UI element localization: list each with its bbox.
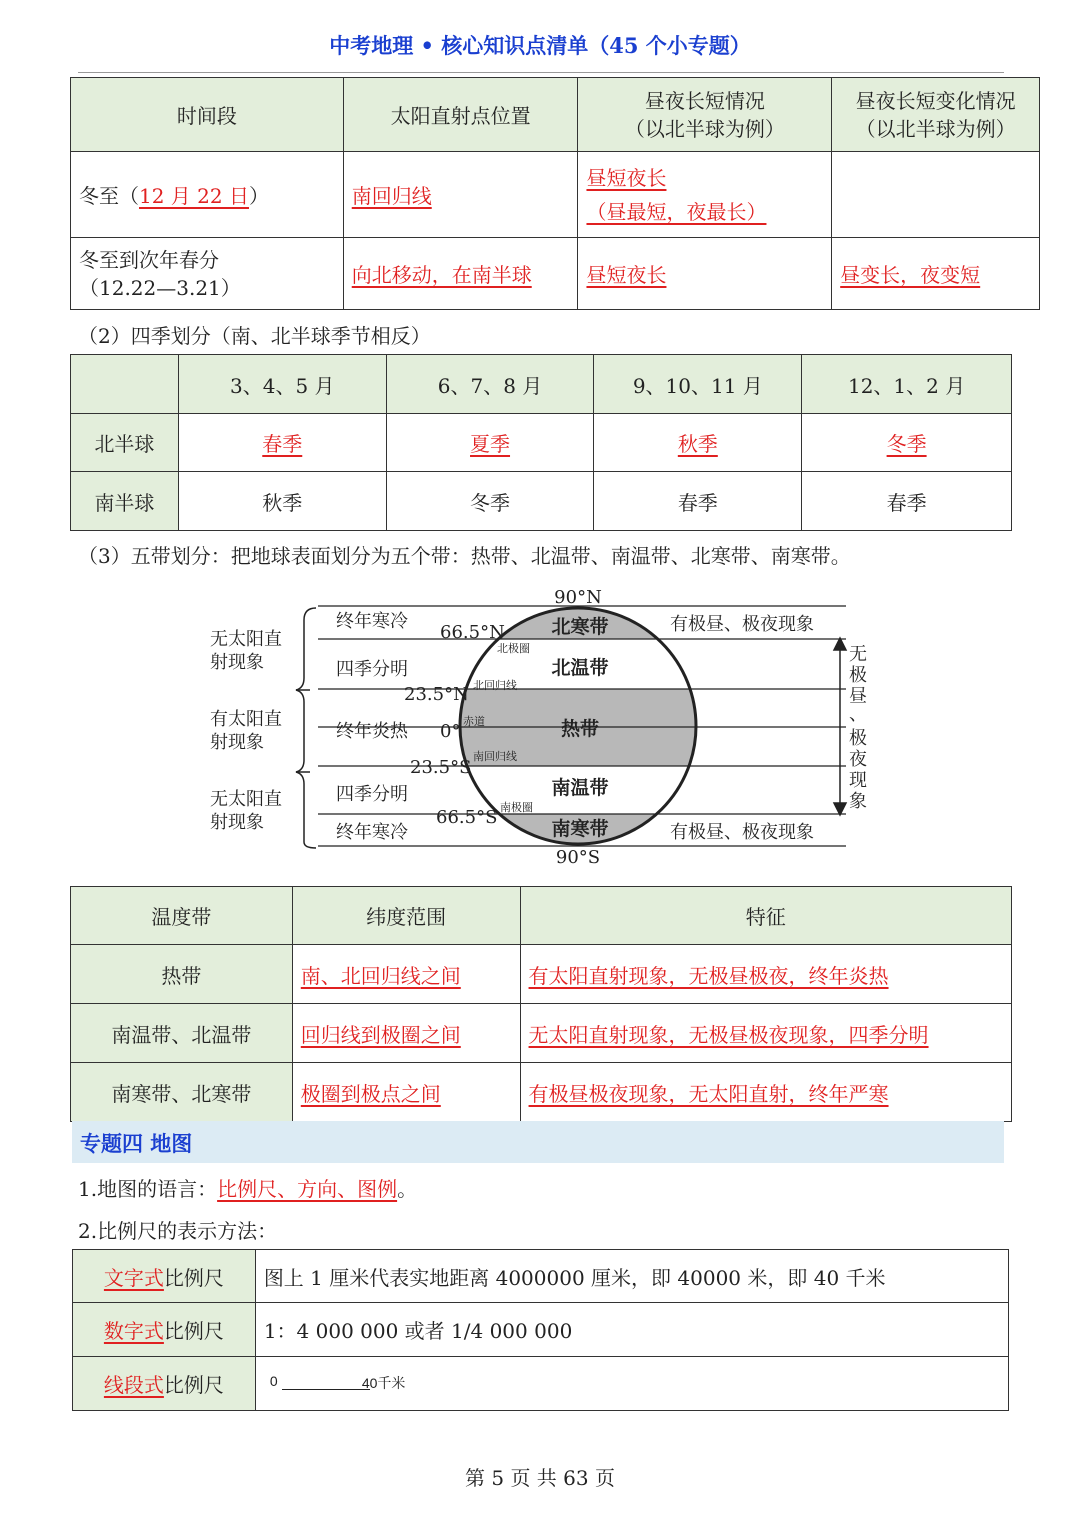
equator-label: 赤道 (463, 715, 485, 728)
month-col-3: 9、10、11 月 (594, 355, 802, 414)
band-temp-s: 四季分明 (336, 784, 408, 805)
left-top-2: 射现象 (210, 652, 264, 673)
header-position: 太阳直射点位置 (343, 78, 578, 152)
month-col-1: 3、4、5 月 (178, 355, 386, 414)
arctic-circle-label: 北极圈 (497, 642, 530, 655)
cell-position-2: 向北移动，在南半球 (343, 238, 578, 310)
north-season-2: 夏季 (386, 414, 594, 472)
south-label: 南半球 (71, 472, 179, 531)
polar-n: 有极昼、极夜现象 (670, 614, 814, 635)
tropic-capricorn-label: 南回归线 (473, 750, 517, 763)
left-bot-1: 无太阳直 (210, 789, 282, 810)
cell-period-2: 冬至到次年春分 （12.22—3.21） (71, 238, 344, 310)
feature-cell-1: 有太阳直射现象，无极昼极夜，终年炎热 (520, 945, 1011, 1004)
feature-cell-2: 无太阳直射现象，无极昼极夜现象，四季分明 (520, 1004, 1011, 1063)
header-daynight: 昼夜长短情况 （以北半球为例） (578, 78, 832, 152)
range-cell-1: 南、北回归线之间 (292, 945, 520, 1004)
zone-north-temp: 北温带 (551, 657, 609, 679)
month-col-4: 12、1、2 月 (802, 355, 1012, 414)
band-cold-n: 终年寒冷 (336, 611, 408, 632)
svg-text:昼: 昼 (849, 686, 867, 707)
zone-south-cold: 南寒带 (551, 818, 609, 840)
left-bot-2: 射现象 (210, 812, 264, 833)
cell-winter-solstice: 冬至（12 月 22 日） (71, 152, 344, 238)
header-divider (78, 72, 1004, 73)
band-cold-s: 终年寒冷 (336, 822, 408, 843)
temperature-zone-table (70, 886, 1012, 1122)
cell-daynight-2: 昼短夜长 (578, 238, 832, 310)
svg-text:现: 现 (849, 770, 867, 791)
left-top-1: 无太阳直 (210, 629, 282, 650)
label-90n: 90°N (554, 587, 602, 608)
north-season-1: 春季 (178, 414, 386, 472)
header-period: 时间段 (71, 78, 344, 152)
south-season-1: 秋季 (178, 472, 386, 531)
antarctic-circle-label: 南极圈 (500, 801, 533, 814)
left-mid-2: 射现象 (210, 732, 264, 753)
band-temp-n: 四季分明 (336, 659, 408, 680)
header-zone: 温度带 (71, 887, 293, 945)
cell-daynight-1: 昼短夜长 （昼最短，夜最长） (578, 152, 832, 238)
seasons-corner (71, 355, 179, 414)
lat-66-5n: 66.5°N (440, 622, 505, 643)
page-footer: 第 5 页 共 63 页 (465, 1466, 615, 1490)
svg-text:极: 极 (849, 665, 867, 686)
zone-cell-3: 南寒带、北寒带 (71, 1063, 293, 1122)
zones-caption: （3）五带划分：把地球表面划分为五个带：热带、北温带、南温带、北寒带、南寒带。 (78, 544, 851, 568)
tropic-cancer-label: 北回归线 (473, 679, 517, 692)
five-zones-diagram (0, 580, 1080, 875)
page-header-title: 中考地理 • 核心知识点清单（45 个小专题） (329, 33, 751, 58)
polar-s: 有极昼、极夜现象 (670, 822, 814, 843)
zone-tropic: 热带 (560, 718, 600, 740)
right-vertical-text (849, 644, 867, 812)
label-90s: 90°S (555, 847, 601, 868)
scale-methods-line: 2.比例尺的表示方法： (78, 1219, 278, 1243)
line-scale-bar (264, 1369, 1000, 1399)
scale-content-3 (255, 1357, 1008, 1411)
scale-zero: 0 (269, 1372, 278, 1389)
range-cell-2: 回归线到极圈之间 (292, 1004, 520, 1063)
section-title: 专题四 地图 (80, 1131, 193, 1156)
scale-content-1: 图上 1 厘米代表实地距离 4000000 厘米，即 40000 米，即 40 千米 (255, 1250, 1008, 1303)
south-season-3: 春季 (594, 472, 802, 531)
north-season-3: 秋季 (594, 414, 802, 472)
map-language-line: 1.地图的语言：比例尺、方向、图例。 (78, 1177, 418, 1201)
cell-position-1: 南回归线 (343, 152, 578, 238)
solstice-table (70, 77, 1040, 310)
range-cell-3: 极圈到极点之间 (292, 1063, 520, 1122)
zone-north-cold: 北寒带 (551, 616, 609, 638)
cell-change-1 (832, 152, 1040, 238)
south-season-4: 春季 (802, 472, 1012, 531)
header-feature: 特征 (520, 887, 1011, 945)
scale-table (72, 1249, 1009, 1411)
svg-text:夜: 夜 (849, 749, 867, 770)
cell-change-2: 昼变长，夜变短 (832, 238, 1040, 310)
left-braces (296, 608, 316, 848)
band-hot: 终年炎热 (336, 721, 408, 742)
svg-text:极: 极 (849, 728, 867, 749)
zone-south-temp: 南温带 (551, 777, 609, 799)
header-range: 纬度范围 (292, 887, 520, 945)
scale-kind-1: 文字式比例尺 (73, 1250, 256, 1303)
header-change: 昼夜长短变化情况 （以北半球为例） (832, 78, 1040, 152)
south-season-2: 冬季 (386, 472, 594, 531)
month-col-2: 6、7、8 月 (386, 355, 594, 414)
lat-23-5s: 23.5°S (410, 757, 472, 778)
scale-kind-2: 数字式比例尺 (73, 1303, 256, 1357)
seasons-table (70, 354, 1012, 531)
scale-content-2: 1：4 000 000 或者 1/4 000 000 (255, 1303, 1008, 1357)
zone-cell-1: 热带 (71, 945, 293, 1004)
section-banner (72, 1121, 1004, 1163)
seasons-caption: （2）四季划分（南、北半球季节相反） (78, 324, 431, 348)
scale-end: 40千米 (361, 1374, 406, 1391)
svg-text:无: 无 (849, 644, 867, 665)
lat-23-5n: 23.5°N (404, 684, 469, 705)
scale-line (282, 1389, 370, 1390)
svg-text:象: 象 (849, 791, 867, 812)
left-mid-1: 有太阳直 (210, 709, 282, 730)
scale-kind-3: 线段式比例尺 (73, 1357, 256, 1411)
lat-0: 0° (440, 721, 461, 742)
lat-66-5s: 66.5°S (436, 807, 498, 828)
north-label: 北半球 (71, 414, 179, 472)
feature-cell-3: 有极昼极夜现象，无太阳直射，终年严寒 (520, 1063, 1011, 1122)
north-season-4: 冬季 (802, 414, 1012, 472)
svg-text:、: 、 (849, 704, 867, 725)
zone-cell-2: 南温带、北温带 (71, 1004, 293, 1063)
